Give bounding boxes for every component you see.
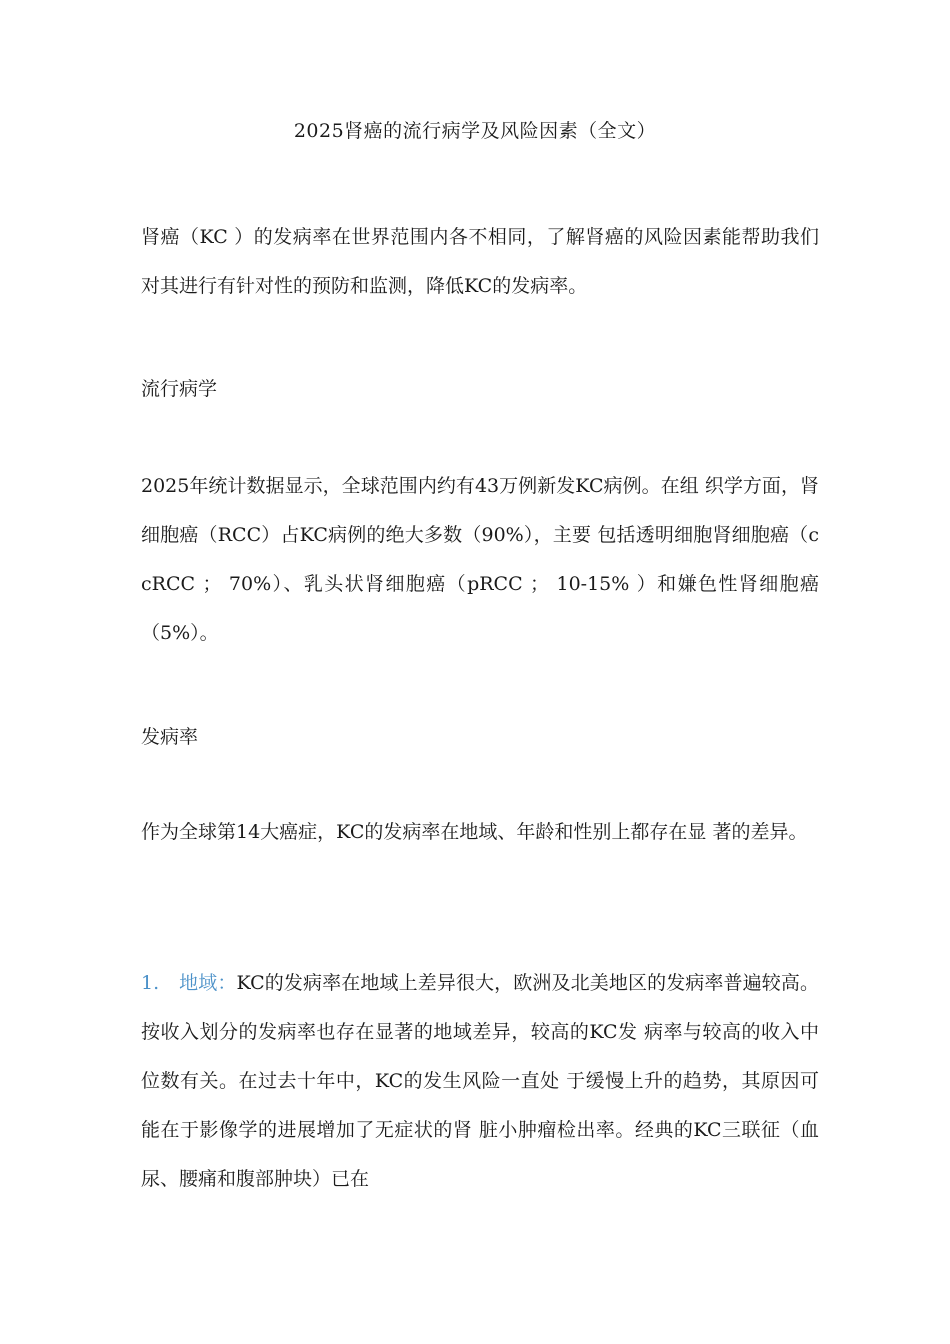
list-item-number: 1. — [141, 972, 160, 994]
epidemiology-paragraph: 2025年统计数据显示，全球范围内约有43万例新发KC病例。在组 织学方面，肾细胞癌（RCC）占KC病例的绝大多数（90%），主要 包括透明细胞肾细胞癌（ccRCC ； 70%）、乳头状肾细胞癌（pRCC ； 10-15% ）和嫌色性肾细胞癌（5%）。 — [141, 475, 819, 644]
section-heading-epidemiology: 流行病学 — [141, 378, 218, 400]
document-title: 2025肾癌的流行病学及风险因素（全文） — [293, 120, 657, 142]
intro-paragraph: 肾癌（KC ）的发病率在世界范围内各不相同，了解肾癌的风险因素能帮助我们对其进行有针对性的预防和监测，降低KC的发病率。 — [141, 226, 819, 297]
list-item-text: KC的发病率在地域上差异很大，欧洲及北美地区的发病率普遍较高。按收入划分的发病率也存在显著的地域差异，较高的KC发 病率与较高的收入中位数有关。在过去十年中，KC的发生风险一直处 于缓慢上升的趋势，其原因可能在于影像学的进展增加了无症状的肾 脏小肿瘤检出率。经典的KC三联征（血尿、腰痛和腹部肿块）已在 — [141, 972, 819, 1190]
list-item-region — [141, 959, 819, 1204]
section-heading-incidence: 发病率 — [141, 726, 199, 748]
list-item-term: 地域： — [179, 972, 237, 994]
incidence-paragraph: 作为全球第14大癌症，KC的发病率在地域、年龄和性别上都存在显 著的差异。 — [141, 821, 808, 843]
